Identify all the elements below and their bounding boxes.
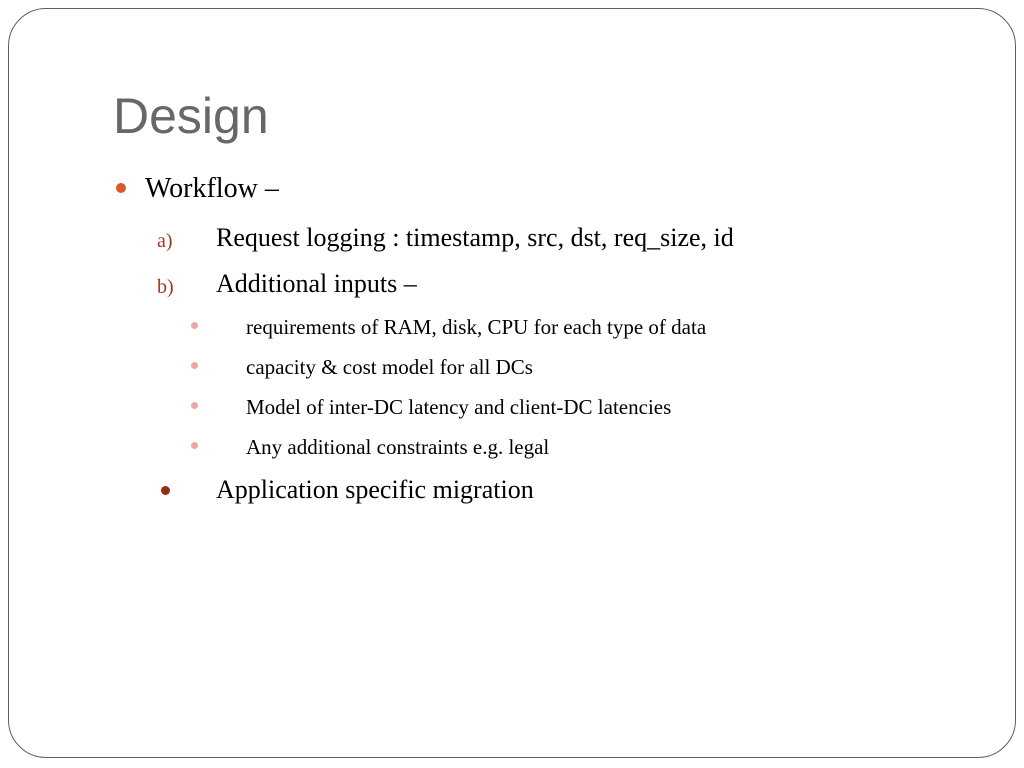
bullet-dot-icon [161, 486, 170, 495]
sub-item: Model of inter-DC latency and client-DC latencies [246, 395, 672, 419]
item-a-marker: a) [157, 230, 173, 252]
sub-item: Any additional constraints e.g. legal [246, 435, 550, 459]
sub-item: requirements of RAM, disk, CPU for each type of data [246, 315, 707, 339]
sub-bullet-icon [191, 442, 198, 449]
sub-item: capacity & cost model for all DCs [246, 355, 533, 379]
bullet-dot-icon [116, 183, 126, 193]
workflow-item: Workflow – [145, 173, 279, 204]
sub-bullet-icon [191, 322, 198, 329]
slide-title: Design [113, 88, 269, 144]
sub-bullet-icon [191, 362, 198, 369]
sub-bullet-icon [191, 402, 198, 409]
item-b-marker: b) [157, 276, 174, 298]
item-b-text: Additional inputs – [216, 269, 417, 298]
application-item: Application specific migration [216, 475, 534, 504]
item-a-text: Request logging : timestamp, src, dst, req_size, id [216, 223, 734, 252]
